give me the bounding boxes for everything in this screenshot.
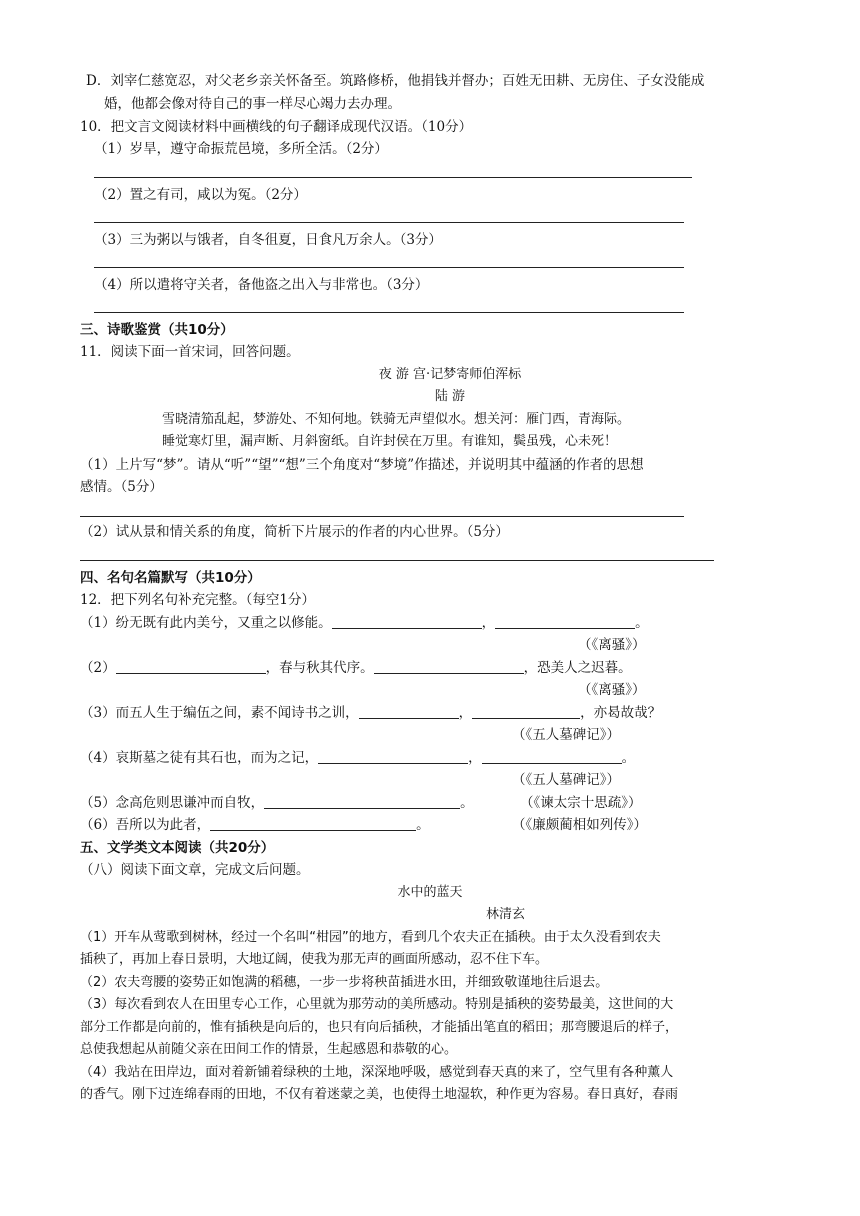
source-citation: （《谏太宗十思疏》） — [520, 795, 642, 811]
q11-sub1-line1: （1）上片写“梦”。请从“听”“望”“想”三个角度对“梦境”作描述，并说明其中蕴涵的作者的思想 — [80, 457, 644, 473]
answer-line[interactable] — [94, 222, 684, 223]
q11-sub2: （2）试从景和情关系的角度，简析下片展示的作者的内心世界。（5分） — [80, 524, 509, 540]
poem-author: 陆 游 — [434, 389, 466, 404]
q9-option-d-line1: D．刘宰仁慈宽忍，对父老乡亲关怀备至。筑路修桥，他捐钱并督办；百姓无田耕、无房住、子女没能成 — [86, 73, 705, 89]
answer-line[interactable] — [80, 560, 714, 561]
source-citation: （《五人墓碑记》） — [512, 772, 620, 788]
answer-line[interactable] — [94, 312, 684, 313]
q10-item-2: （2）置之有司，咸以为冤。（2分） — [94, 187, 307, 203]
poem-title: 夜 游 宫·记梦寄师伯浑标 — [378, 367, 522, 382]
fill-blank[interactable] — [359, 704, 459, 719]
fill-blank[interactable] — [318, 749, 468, 764]
section-4-heading: 四、名句名篇默写（共10分） — [80, 570, 261, 586]
paragraph-1-line1: （1）开车从莺歌到树林，经过一个名叫“柑园”的地方，看到几个农夫正在插秧。由于太久没看到农夫 — [80, 930, 661, 945]
fill-blank[interactable] — [332, 614, 482, 629]
fill-blank[interactable] — [374, 659, 524, 674]
q12-item-2: （2） ，春与秋其代序。 ，恐美人之迟暮。 — [80, 660, 632, 676]
poem-line-1: 雪晓清笳乱起，梦游处、不知何地。铁骑无声望似水。想关河：雁门西，青海际。 — [162, 412, 631, 427]
source-citation: （《离骚》） — [578, 637, 646, 653]
fill-blank[interactable] — [472, 704, 580, 719]
fill-blank[interactable] — [495, 614, 635, 629]
q10-item-4: （4）所以遣将守关者，备他盗之出入与非常也。（3分） — [94, 277, 429, 293]
source-citation: （《离骚》） — [578, 682, 646, 698]
fill-blank[interactable] — [210, 816, 416, 831]
q10-item-1: （1）岁旱，遵守命振荒邑境，多所全活。（2分） — [94, 141, 388, 157]
fill-blank[interactable] — [116, 659, 266, 674]
answer-line[interactable] — [94, 177, 692, 178]
paragraph-3-line1: （3）每次看到农人在田里专心工作，心里就为那劳动的美所感动。特别是插秧的姿势最美，这世间的大 — [80, 997, 674, 1012]
fill-blank[interactable] — [264, 794, 460, 809]
q9-option-d-line2: 婚，他都会像对待自己的事一样尽心竭力去办理。 — [104, 96, 401, 112]
paragraph-4-line1: （4）我站在田岸边，面对着新铺着绿秧的土地，深深地呼吸，感觉到春天真的来了，空气里有各种薰人 — [80, 1065, 674, 1080]
section-5-heading: 五、文学类文本阅读（共20分） — [80, 840, 275, 856]
q11-sub1-line2: 感情。（5分） — [80, 479, 163, 495]
article-title: 水中的蓝天 — [397, 885, 463, 900]
q10-stem: 10．把文言文阅读材料中画横线的句子翻译成现代汉语。（10分） — [80, 119, 473, 135]
paragraph-1-line2: 插秧了，再加上春日景明，大地辽阔，使我为那无声的画面所感动，忍不住下车。 — [80, 952, 549, 967]
q12-item-1: （1）纷无既有此内美兮，又重之以修能。 ， 。 — [80, 615, 649, 631]
reading-intro: （八）阅读下面文章，完成文后问题。 — [80, 862, 310, 878]
q12-stem: 12．把下列名句补充完整。（每空1分） — [80, 592, 316, 608]
q10-item-3: （3）三为粥以与饿者，自冬徂夏，日食凡万余人。（3分） — [94, 232, 442, 248]
source-citation: （《五人墓碑记》） — [512, 727, 620, 743]
poem-line-2: 睡觉寒灯里，漏声断、月斜窗纸。自许封侯在万里。有谁知，鬓虽残，心未死！ — [162, 434, 618, 449]
paragraph-2-line1: （2）农夫弯腰的姿势正如饱满的稻穗，一步一步将秧苗插进水田，并细致敬谨地往后退去。 — [80, 975, 609, 990]
source-citation: （《廉颇蔺相如列传》） — [512, 817, 647, 833]
q12-item-6: （6）吾所以为此者， 。 — [80, 817, 430, 833]
section-3-heading: 三、诗歌鉴赏（共10分） — [80, 322, 234, 338]
paragraph-4-line2: 的香气。刚下过连绵春雨的田地，不仅有着迷蒙之美，也使得土地湿软，种作更为容易。春日真好，春雨 — [80, 1087, 679, 1102]
article-author: 林清玄 — [486, 907, 526, 922]
q11-stem: 11．阅读下面一首宋词，回答问题。 — [80, 344, 300, 360]
paragraph-3-line2: 部分工作都是向前的，惟有插秧是向后的，也只有向后插秧，才能插出笔直的稻田；那弯腰退后的样子， — [80, 1020, 679, 1035]
q12-item-4: （4）哀斯墓之徒有其石也，而为之记， ， 。 — [80, 750, 636, 766]
paragraph-3-line3: 总使我想起从前随父亲在田间工作的情景，生起感恩和恭敬的心。 — [80, 1042, 458, 1057]
fill-blank[interactable] — [482, 749, 622, 764]
answer-line[interactable] — [94, 267, 684, 268]
q12-item-3: （3）而五人生于编伍之间，素不闻诗书之训， ， ，亦曷故哉？ — [80, 705, 662, 721]
q12-item-5: （5）念高危则思谦冲而自牧， 。 — [80, 795, 474, 811]
answer-line[interactable] — [80, 516, 684, 517]
